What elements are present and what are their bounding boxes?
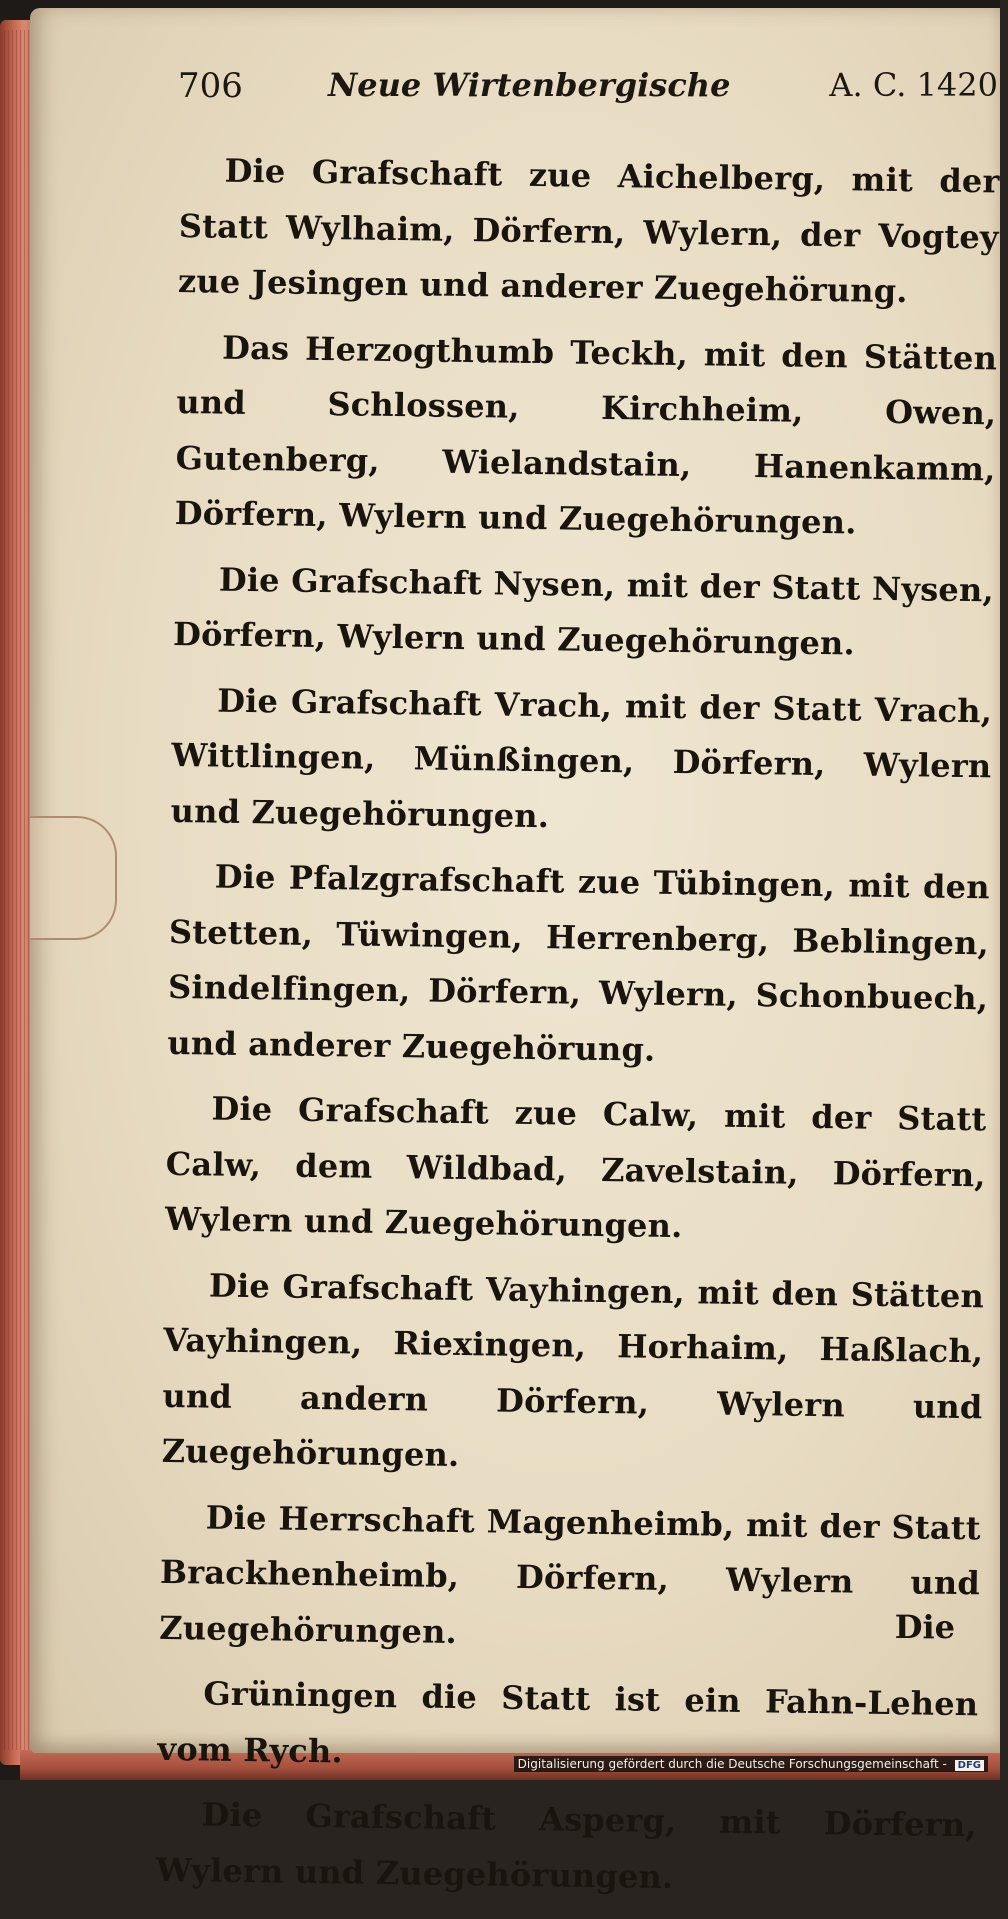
paragraph-calw: Die Grafschaft zue Calw, mit der Statt Calw, dem Wildbad, Zavelstain, Dörfern, Wylern und Zuegehörungen. [164,1089,987,1246]
paragraph-teckh: Das Herzogthumb Teckh, mit den Stätten und Schlossen, Kirchheim, Owen, Gutenberg, Wielandstain, Hanenkamm, Dörfern, Wylern und Zuegehörungen. [174,328,998,542]
paragraph-grueningen: Grüningen die Statt ist ein Fahn-Lehen vom Rych. [157,1674,979,1770]
page-number: 706 [178,66,243,106]
running-year: A. C. 1420 [829,66,998,104]
running-title: Neue Wirtenbergische [328,66,731,104]
paragraph-aichelberg: Die Grafschaft zue Aichelberg, mit der Statt Wylhaim, Dörfern, Wylern, der Vogtey zue Jesingen und anderer Zuegehörung. [177,151,1000,311]
dfg-logo: DFG [955,1760,984,1771]
paragraph-tuebingen: Die Pfalzgrafschaft zue Tübingen, mit den Stetten, Tüwingen, Herrenberg, Beblingen, Sindelfingen, Dörfern, Wylern, Schonbuech, und anderer Zuegehörung. [167,857,990,1069]
digitization-credit [514,1756,988,1772]
paragraph-vayhingen: Die Grafschaft Vayhingen, mit den Stätten Vayhingen, Riexingen, Horhaim, Haßlach, und andern Dörfern, Wylern und Zuegehörungen. [161,1266,985,1475]
catchword: Die [894,1608,955,1646]
paragraph-magenheimb: Die Herrschaft Magenheimb, mit der Statt Brackhenheimb, Dörfern, Wylern und Zuegehörungen. [159,1497,982,1651]
paragraph-nysen: Die Grafschaft Nysen, mit der Statt Nysen, Dörfern, Wylern und Zuegehörungen. [172,560,995,663]
thumb-tab [30,816,117,940]
running-head [178,66,1008,116]
paragraph-asperg: Die Grafschaft Asperg, mit Dörfern, Wylern und Zuegehörungen. [155,1795,977,1896]
paragraph-vrach: Die Grafschaft Vrach, mit der Statt Vrach, Wittlingen, Münßingen, Dörfern, Wylern und Zuegehörungen. [170,681,993,835]
credit-text: Digitalisierung gefördert durch die Deutsche Forschungsgemeinschaft - [517,1757,947,1771]
body-text [155,143,1000,1919]
